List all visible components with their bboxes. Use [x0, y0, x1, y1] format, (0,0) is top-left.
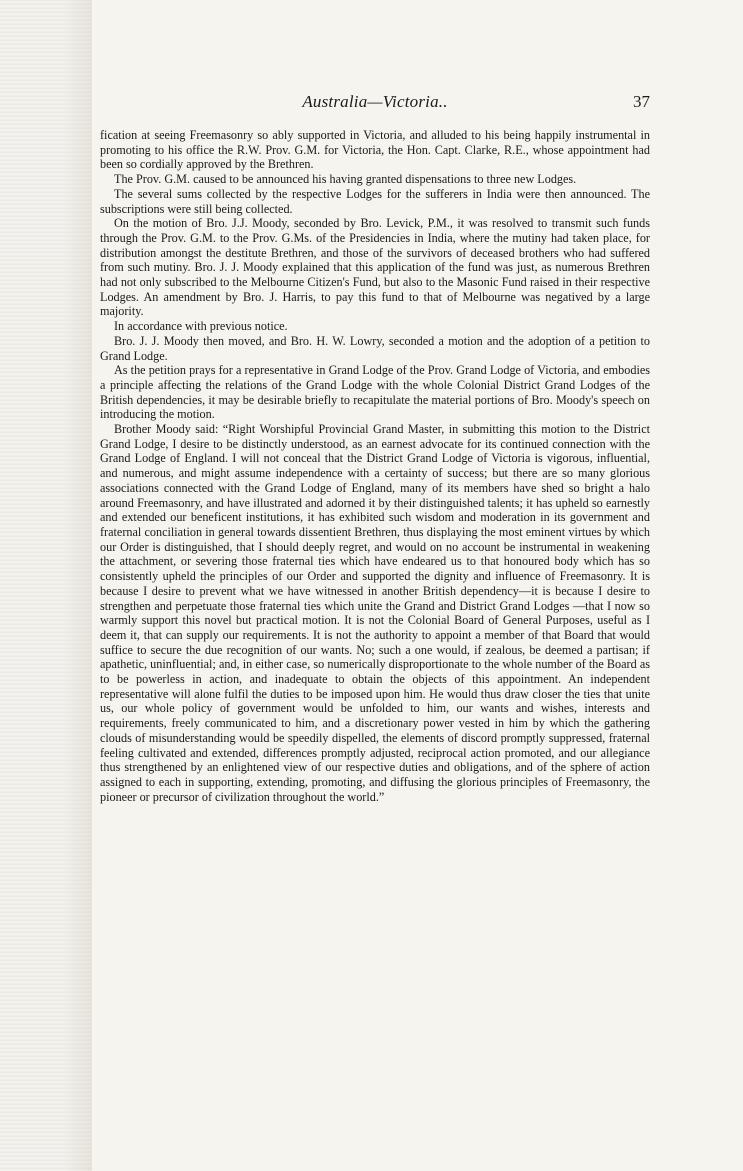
body-text	[100, 128, 650, 804]
paragraph-3: The several sums collected by the respective Lodges for the sufferers in India were then announced. The subscriptions were still being collected.	[100, 186, 650, 216]
document-page	[100, 92, 650, 804]
paragraph-1: fication at seeing Freemasonry so ably supported in Victoria, and alluded to his being happily instrumental in promoting to his office the R.W. Prov. G.M. for Victoria, the Hon. Capt. Clarke, R.E., whose appointment had been so cordially approved by the Brethren.	[100, 128, 650, 172]
paragraph-7: As the petition prays for a representative in Grand Lodge of the Prov. Grand Lodge of Victoria, and embodies a principle affecting the relations of the Grand Lodge with the whole Colonial District Grand Lodges of the British dependencies, it may be desirable briefly to recapitulate the material portions of Bro. Moody's speech on introducing the motion.	[100, 363, 650, 422]
page-number: 37	[633, 92, 650, 111]
paragraph-5: In accordance with previous notice.	[114, 319, 288, 334]
paragraph-2: The Prov. G.M. caused to be announced his having granted dispensations to three new Lodges.	[114, 172, 577, 187]
paragraph-8: Brother Moody said: “Right Worshipful Provincial Grand Master, in submitting this motion to the District Grand Lodge, I desire to be distinctly understood, as an earnest advocate for its continued connection with the Grand Lodge of England. I will not conceal that the District Grand Lodge of Victoria is vigorous, influential, and numerous, and might assume independence with a certainty of success; but there are so many glorious associations connected with the Grand Lodge of England, many of its members have shed so bright a halo around Freemasonry, and have illustrated and adorned it by their distinguished talents; it has upheld so earnestly and extended our beneficent institutions, it has exhibited such wisdom and moderation in its government and fraternal conciliation in general towards dissentient Brethren, thus displaying the most eminent virtues by which our Order is distinguished, that I should deeply regret, and would on no account be instrumental in weakening the attachment, or severing those fraternal ties which have endeared us to that honoured body which has so consistently upheld the principles of our Order and supported the dignity and influence of Freemasonry. It is because I desire to prevent what we have witnessed in another British dependency—it is because I desire to strengthen and perpetuate those fraternal ties which unite the Grand and District Grand Lodges —that I now so warmly support this novel but practical motion. It is not the Colonial Board of General Purposes, useful as I deem it, that can supply our requirements. It is not the authority to appoint a member of that Board that would suffice to secure the due recognition of our wants. No; such a one would, if zealous, be deemed a partisan; if apathetic, uninfluential; and, in either case, so numerically disproportionate to the whole number of the Board as to be powerless in action, and inadequate to obtain the objects of this appointment. An independent representative will alone fulfil the duties to be imposed upon him. He would thus draw closer the ties that unite us, our whole policy of government would be unfolded to him, our wants and wishes, interests and requirements, freely communicated to him, and a discretionary power vested in him by which the gathering clouds of misunderstanding would be speedily dispelled, the elements of discord promptly suppressed, fraternal feeling cultivated and extended, differences promptly adjusted, reciprocal action promoted, and our allegiance thus strengthened by an enlightened view of our respective duties and obligations, and of the sphere of action assigned to each in supporting, extending, promoting, and diffusing the glorious principles of Freemasonry, the pioneer or precursor of civilization throughout the world.”	[100, 422, 650, 804]
paragraph-4: On the motion of Bro. J.J. Moody, seconded by Bro. Levick, P.M., it was resolved to transmit such funds through the Prov. G.M. to the Prov. G.Ms. of the Presidencies in India, where the mutiny had taken place, for distribution amongst the destitute Brethren, and those of the survivors of deceased brothers who had suffered from such mutiny. Bro. J. J. Moody explained that this application of the fund was just, as numerous Brethren had not only subscribed to the Melbourne Citizen's Fund, but also to the Masonic Fund raised in their respective Lodges. An amendment by Bro. J. Harris, to pay this fund to that of Melbourne was negatived by a large majority.	[100, 216, 650, 319]
page-binding-edge	[0, 0, 92, 1171]
running-header	[100, 92, 650, 118]
running-title: Australia—Victoria..	[302, 92, 448, 111]
paragraph-6: Bro. J. J. Moody then moved, and Bro. H. W. Lowry, seconded a motion and the adoption of a petition to Grand Lodge.	[100, 333, 650, 363]
